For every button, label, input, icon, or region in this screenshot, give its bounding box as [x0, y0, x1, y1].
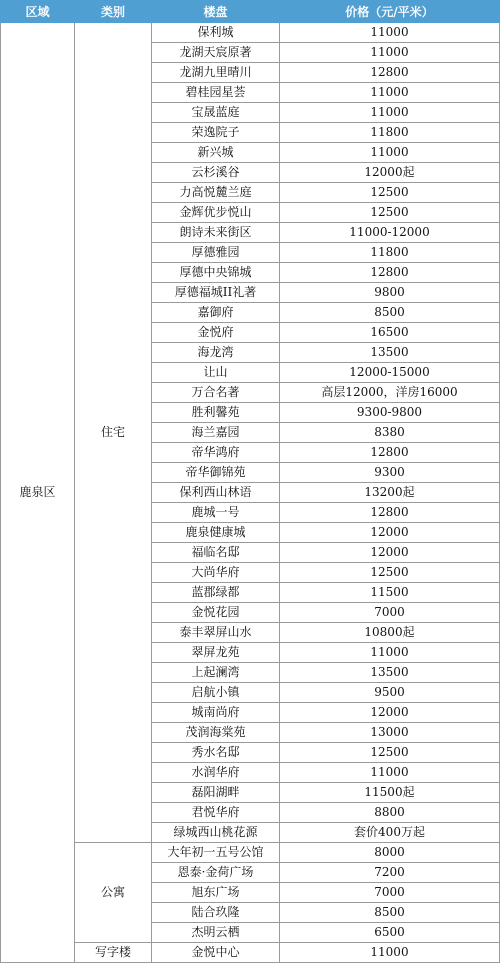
price-cell: 12500	[280, 563, 500, 583]
price-cell: 7000	[280, 603, 500, 623]
price-cell: 11800	[280, 123, 500, 143]
table-row	[1, 843, 500, 863]
property-name-cell: 胜利馨苑	[152, 403, 280, 423]
price-cell: 9800	[280, 283, 500, 303]
price-cell: 11500	[280, 583, 500, 603]
price-cell: 10800起	[280, 623, 500, 643]
property-name-cell: 杰明云栖	[152, 923, 280, 943]
property-name-cell: 旭东广场	[152, 883, 280, 903]
price-cell: 6500	[280, 923, 500, 943]
type-cell: 写字楼	[75, 943, 152, 963]
header-name: 楼盘	[152, 1, 280, 23]
property-name-cell: 金悦中心	[152, 943, 280, 963]
property-name-cell: 福临名邸	[152, 543, 280, 563]
property-name-cell: 大年初一五号公馆	[152, 843, 280, 863]
price-cell: 11000	[280, 643, 500, 663]
property-name-cell: 让山	[152, 363, 280, 383]
price-cell: 8500	[280, 903, 500, 923]
price-cell: 11000	[280, 103, 500, 123]
price-cell: 9300-9800	[280, 403, 500, 423]
price-cell: 12000起	[280, 163, 500, 183]
property-name-cell: 大尚华府	[152, 563, 280, 583]
property-name-cell: 万合名著	[152, 383, 280, 403]
property-name-cell: 茂润海棠苑	[152, 723, 280, 743]
price-cell: 12500	[280, 183, 500, 203]
price-cell: 12500	[280, 743, 500, 763]
price-cell: 12000	[280, 543, 500, 563]
price-cell: 11000	[280, 943, 500, 963]
table-row	[1, 943, 500, 963]
property-name-cell: 君悦华府	[152, 803, 280, 823]
price-cell: 11000	[280, 23, 500, 43]
property-name-cell: 帝华鸿府	[152, 443, 280, 463]
price-cell: 套价400万起	[280, 823, 500, 843]
price-cell: 11000	[280, 43, 500, 63]
property-name-cell: 厚德中央锦城	[152, 263, 280, 283]
price-cell: 12500	[280, 203, 500, 223]
price-cell: 16500	[280, 323, 500, 343]
header-region: 区域	[1, 1, 75, 23]
property-name-cell: 秀水名邸	[152, 743, 280, 763]
type-cell: 公寓	[75, 843, 152, 943]
price-cell: 13200起	[280, 483, 500, 503]
property-name-cell: 帝华御锦苑	[152, 463, 280, 483]
price-cell: 13500	[280, 663, 500, 683]
type-cell: 住宅	[75, 23, 152, 843]
property-name-cell: 鹿泉健康城	[152, 523, 280, 543]
price-cell: 8800	[280, 803, 500, 823]
price-cell: 11000	[280, 143, 500, 163]
header-row	[1, 1, 500, 23]
property-name-cell: 保利城	[152, 23, 280, 43]
property-name-cell: 龙湖天宸原著	[152, 43, 280, 63]
property-name-cell: 海龙湾	[152, 343, 280, 363]
region-cell: 鹿泉区	[1, 23, 75, 963]
property-name-cell: 宝晟蓝庭	[152, 103, 280, 123]
property-name-cell: 厚德雅园	[152, 243, 280, 263]
property-name-cell: 金辉优步悦山	[152, 203, 280, 223]
price-cell: 12800	[280, 263, 500, 283]
property-name-cell: 磊阳湖畔	[152, 783, 280, 803]
price-cell: 11800	[280, 243, 500, 263]
property-name-cell: 绿城西山桃花源	[152, 823, 280, 843]
property-name-cell: 海兰嘉园	[152, 423, 280, 443]
property-name-cell: 嘉御府	[152, 303, 280, 323]
price-cell: 7200	[280, 863, 500, 883]
price-cell: 12000	[280, 523, 500, 543]
property-name-cell: 荣逸院子	[152, 123, 280, 143]
price-cell: 11500起	[280, 783, 500, 803]
property-name-cell: 城南尚府	[152, 703, 280, 723]
property-name-cell: 力高悦麓兰庭	[152, 183, 280, 203]
price-cell: 9300	[280, 463, 500, 483]
price-cell: 7000	[280, 883, 500, 903]
property-name-cell: 龙湖九里晴川	[152, 63, 280, 83]
price-cell: 12800	[280, 63, 500, 83]
table-body	[1, 23, 500, 963]
property-name-cell: 恩泰·金荷广场	[152, 863, 280, 883]
property-name-cell: 水润华府	[152, 763, 280, 783]
property-name-cell: 陆合玖隆	[152, 903, 280, 923]
property-name-cell: 金悦花园	[152, 603, 280, 623]
price-cell: 12000-15000	[280, 363, 500, 383]
property-name-cell: 朗诗未来街区	[152, 223, 280, 243]
price-cell: 12000	[280, 703, 500, 723]
price-cell: 8000	[280, 843, 500, 863]
property-name-cell: 上起澜湾	[152, 663, 280, 683]
property-name-cell: 金悦府	[152, 323, 280, 343]
property-name-cell: 翠屏龙苑	[152, 643, 280, 663]
price-cell: 9500	[280, 683, 500, 703]
price-cell: 11000-12000	[280, 223, 500, 243]
price-cell: 8500	[280, 303, 500, 323]
property-name-cell: 新兴城	[152, 143, 280, 163]
header-type: 类别	[75, 1, 152, 23]
price-cell: 11000	[280, 763, 500, 783]
price-cell: 12800	[280, 443, 500, 463]
header-price: 价格（元/平米）	[280, 1, 500, 23]
price-cell: 12800	[280, 503, 500, 523]
property-name-cell: 泰丰翠屏山水	[152, 623, 280, 643]
property-name-cell: 蓝郡绿都	[152, 583, 280, 603]
property-name-cell: 鹿城一号	[152, 503, 280, 523]
property-name-cell: 碧桂园星荟	[152, 83, 280, 103]
table-row	[1, 23, 500, 43]
price-cell: 高层12000，洋房16000	[280, 383, 500, 403]
price-cell: 13000	[280, 723, 500, 743]
property-name-cell: 保利西山林语	[152, 483, 280, 503]
price-cell: 13500	[280, 343, 500, 363]
property-name-cell: 云杉溪谷	[152, 163, 280, 183]
price-cell: 8380	[280, 423, 500, 443]
property-name-cell: 启航小镇	[152, 683, 280, 703]
price-cell: 11000	[280, 83, 500, 103]
property-name-cell: 厚德福城II礼著	[152, 283, 280, 303]
